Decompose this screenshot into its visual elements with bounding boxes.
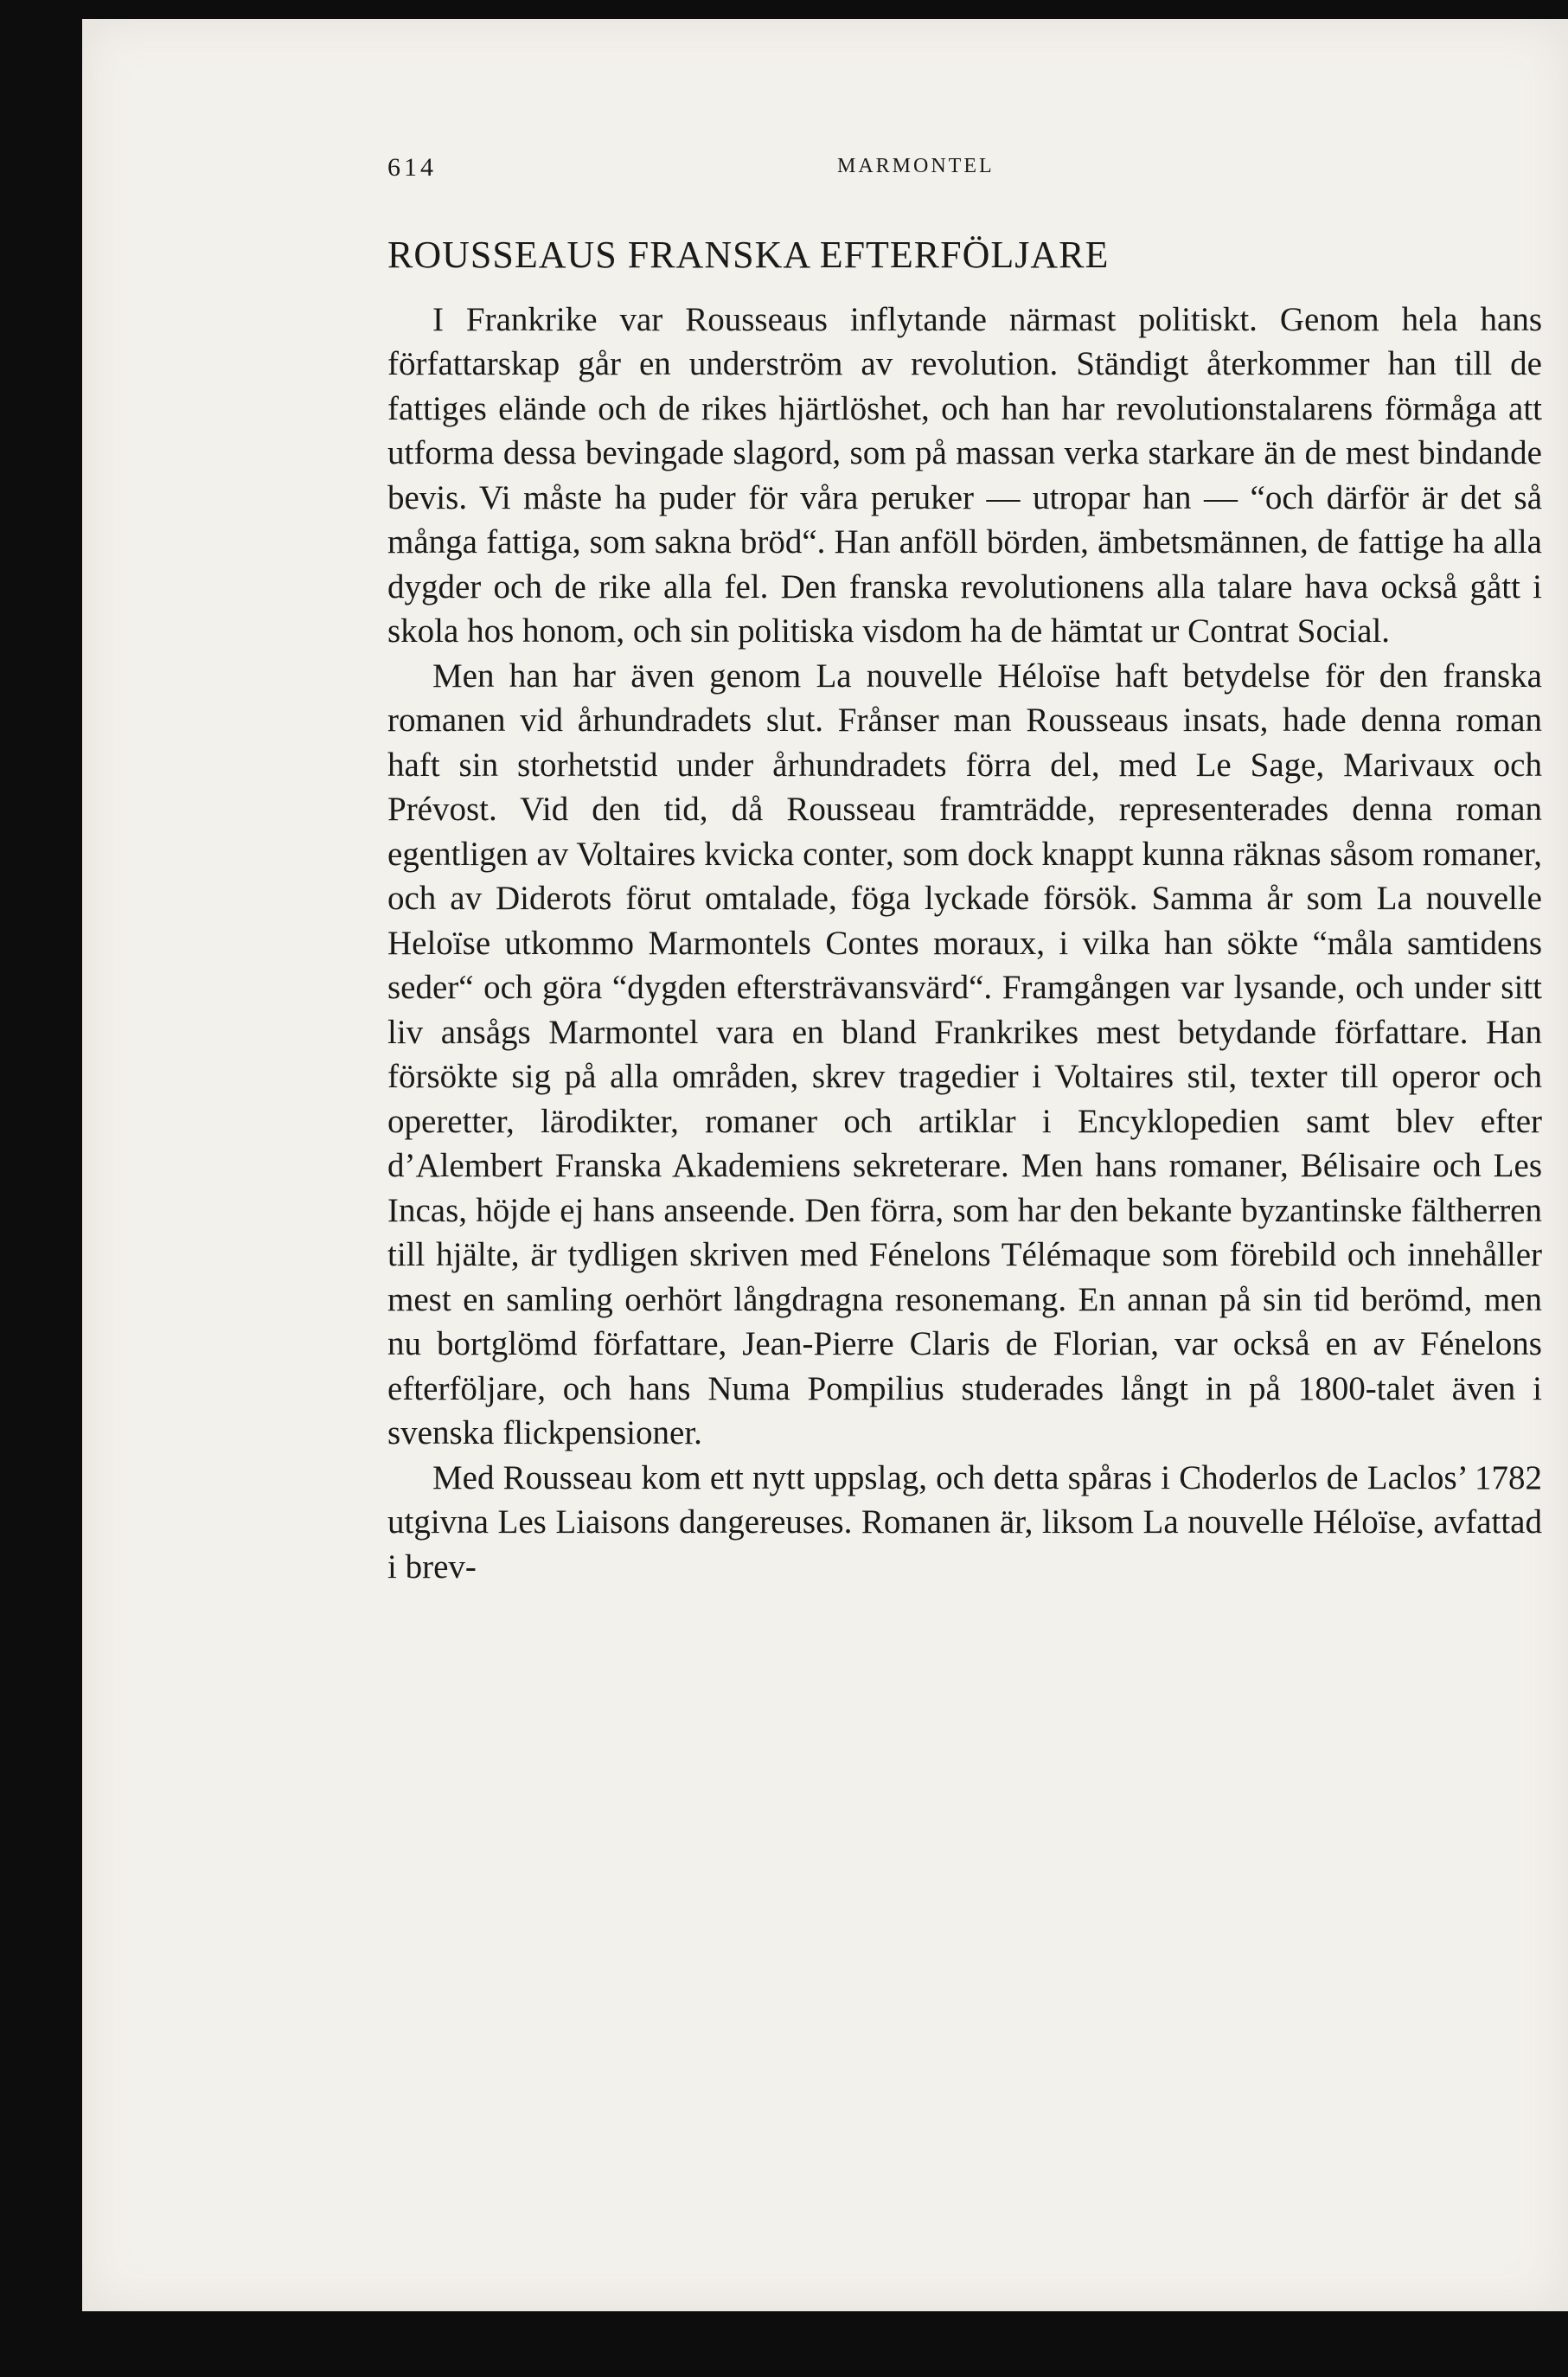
- body-text: [387, 298, 1542, 1590]
- section-title: ROUSSEAUS FRANSKA EFTERFÖLJARE: [387, 234, 1110, 276]
- paragraph-2: Men han har även genom La nouvelle Héloïse haft betydelse för den franska romanen vid århundradets slut. Frånser man Rousseaus insats, hade denna roman haft sin storhetstid under århundradets förra del, med Le Sage, Marivaux och Prévost. Vid den tid, då Rousseau framträdde, representerades denna roman egentligen av Voltaires kvicka conter, som dock knappt kunna räknas såsom romaner, och av Diderots förut omtalade, föga lyckade försök. Samma år som La nouvelle Heloïse utkommo Marmontels Contes moraux, i vilka han sökte “måla samtidens seder“ och göra “dygden eftersträvansvärd“. Framgången var lysande, och under sitt liv ansågs Marmontel vara en bland Frankrikes mest betydande författare. Han försökte sig på alla områden, skrev tragedier i Voltaires stil, texter till operor och operetter, lärodikter, romaner och artiklar i Encyklopedien samt blev efter d’Alembert Franska Akademiens sekreterare. Men hans romaner, Bélisaire och Les Incas, höjde ej hans anseende. Den förra, som har den bekante byzantinske fältherren till hjälte, är tydligen skriven med Fénelons Télémaque som förebild och innehåller mest en samling oerhört långdragna resonemang. En annan på sin tid berömd, men nu bortglömd författare, Jean-Pierre Claris de Florian, var också en av Fénelons efterföljare, och hans Numa Pompilius studerades långt in på 1800-talet även i svenska flickpensioner.: [387, 657, 1542, 1452]
- page-content: [387, 153, 1542, 1589]
- page-number: 614: [387, 153, 437, 182]
- paragraph-3: Med Rousseau kom ett nytt uppslag, och detta spåras i Choderlos de Laclos’ 1782 utgivna Les Liaisons dangereuses. Romanen är, liksom La nouvelle Héloïse, avfattad i brev-: [387, 1458, 1542, 1586]
- running-title: MARMONTEL: [837, 155, 995, 177]
- book-page: [82, 19, 1568, 2311]
- running-header: [387, 153, 1542, 188]
- paragraph-1: I Frankrike var Rousseaus inflytande närmast politiskt. Genom hela hans författarskap går en underström av revolution. Ständigt återkommer han till de fattiges elände och de rikes hjärtlöshet, och han har revolutionstalarens förmåga att utforma dessa bevingade slagord, som på massan verka starkare än de mest bindande bevis. Vi måste ha puder för våra peruker — utropar han — “och därför är det så många fattiga, som sakna bröd“. Han anföll börden, ämbetsmännen, de fattige ha alla dygder och de rike alla fel. Den franska revolutionens alla talare hava också gått i skola hos honom, och sin politiska visdom ha de hämtat ur Contrat Social.: [387, 300, 1542, 650]
